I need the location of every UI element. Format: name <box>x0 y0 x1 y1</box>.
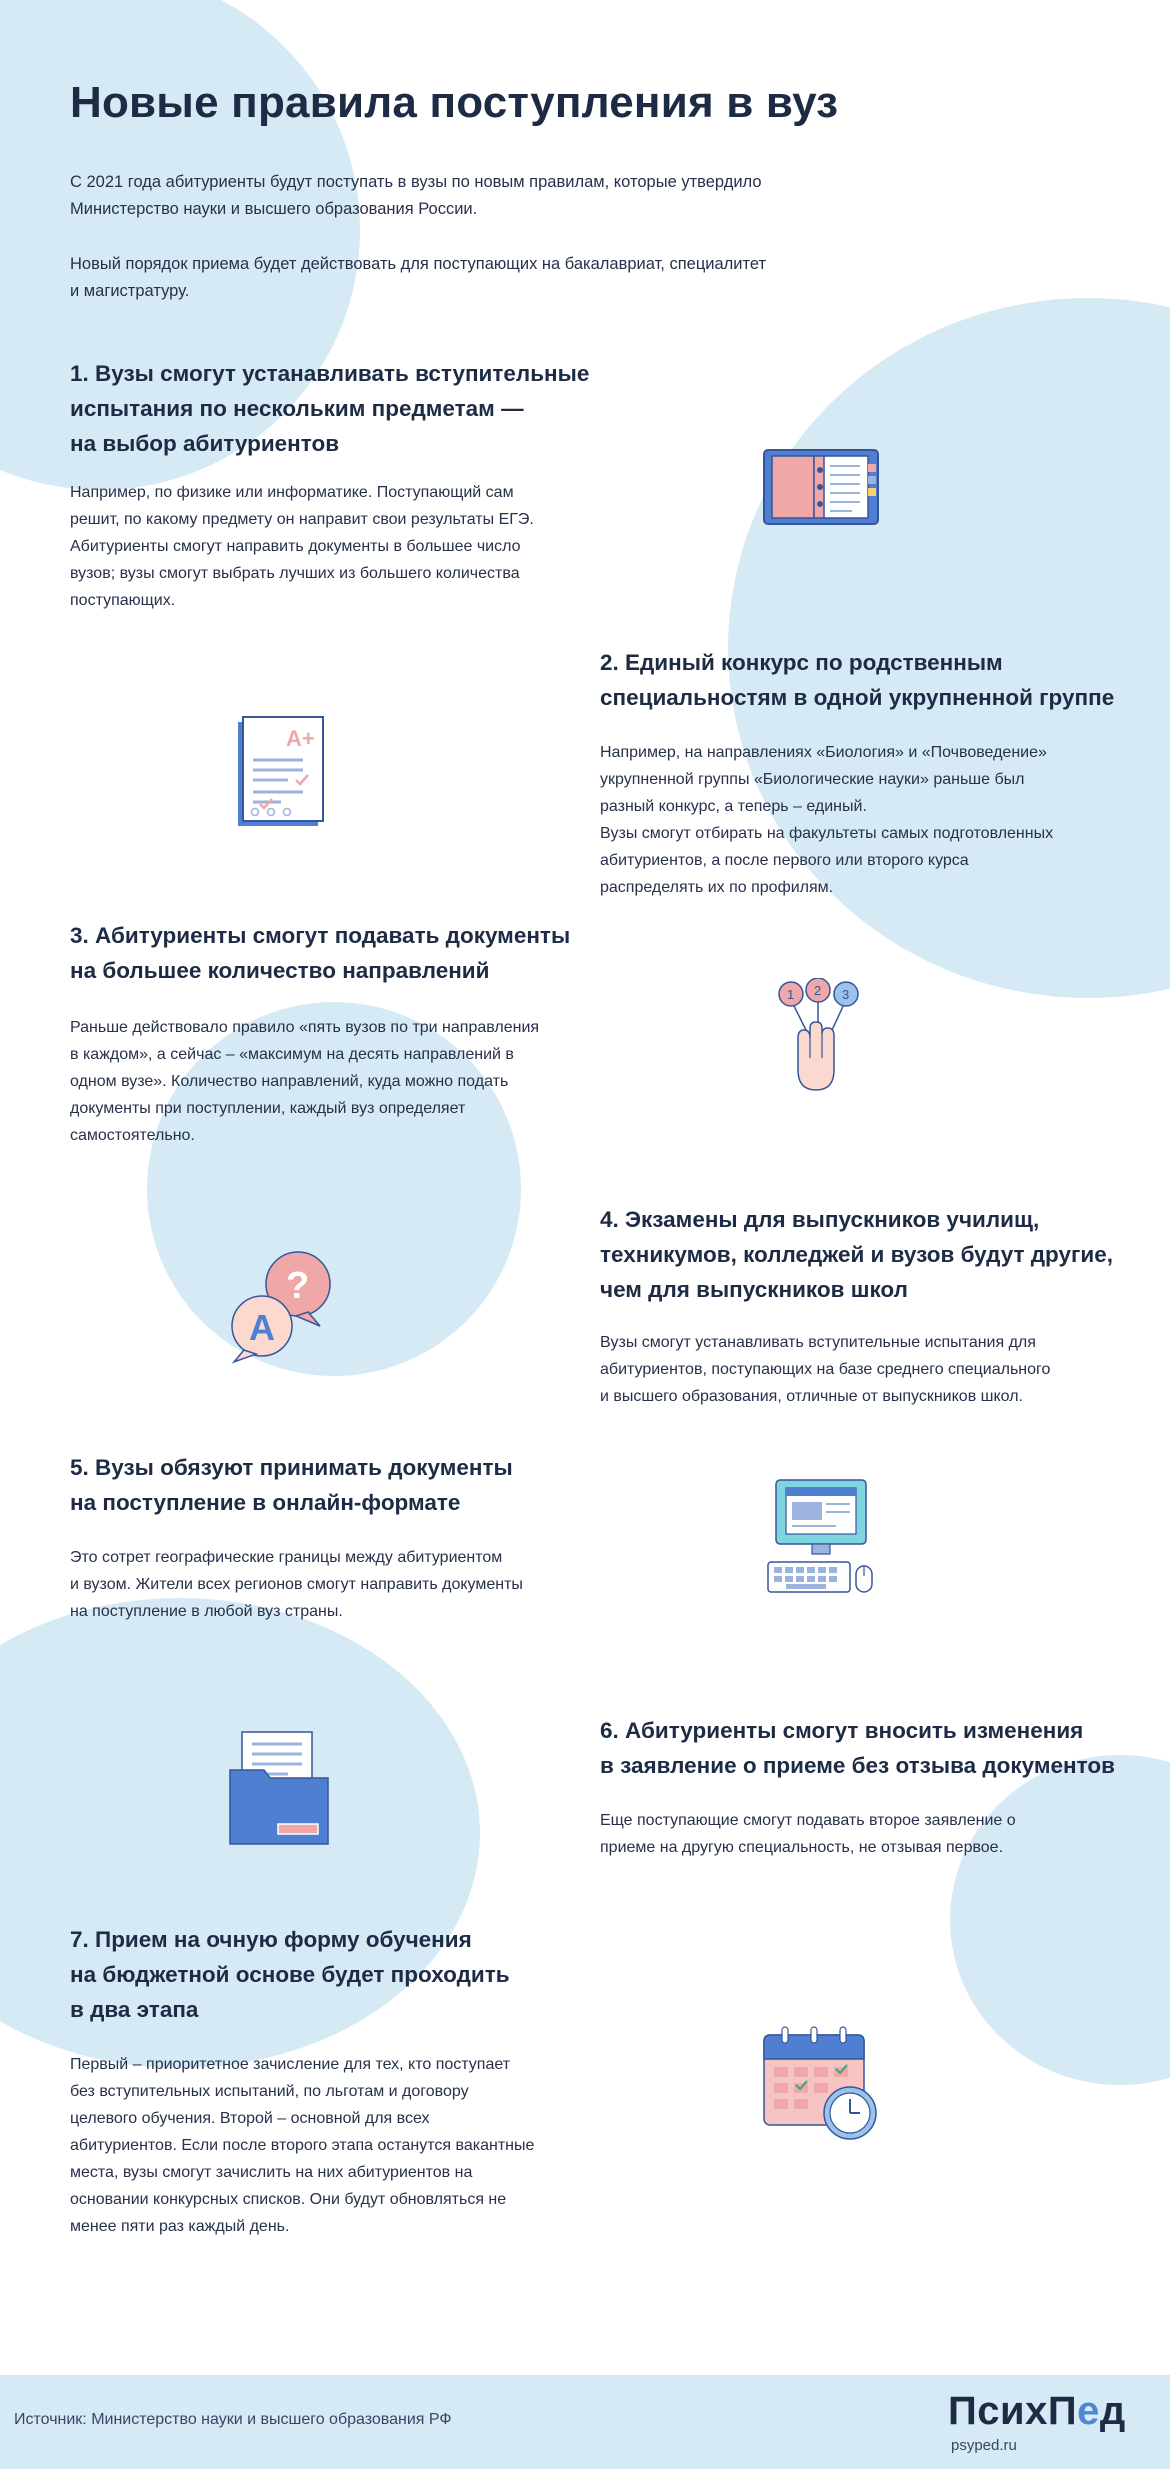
rule-3 <box>70 918 630 1149</box>
question-mark: ? <box>286 1265 310 1307</box>
rule-7-title: 7. Прием на очную форму обучения на бюджетной основе будет проходить в два этапа <box>70 1927 510 2022</box>
calendar-clock-icon <box>762 2025 880 2143</box>
rule-1-title: 1. Вузы смогут устанавливать вступительные испытания по нескольким предметам — на выбор абитуриентов <box>70 361 590 456</box>
rule-4 <box>600 1202 1160 1410</box>
source-note: Источник: Министерство науки и высшего образования РФ <box>14 2411 452 2428</box>
balloon-1-label: 1 <box>787 987 795 1002</box>
rule-4-text: Вузы смогут устанавливать вступительные испытания для абитуриентов, поступающих на базе среднего специального и высшего образования, отличные от выпускников школ. <box>600 1334 1051 1405</box>
rule-2-text: Например, на направлениях «Биология» и «Почвоведение» укрупненной группы «Биологические науки» раньше был разный конкурс, а теперь – единый. Вузы смогут отбирать на факультеты самых подготовленных абитуриентов, а после первого или второго курса распределять их по профилям. <box>600 744 1054 896</box>
planner-icon <box>762 448 880 526</box>
logo-accent: е <box>1077 2389 1100 2433</box>
psyped-logo <box>948 2389 1126 2434</box>
rule-4-title: 4. Экзамены для выпускников училищ, техникумов, колледжей и вузов будут другие, чем для выпускников школ <box>600 1207 1113 1302</box>
balloon-2-label: 2 <box>814 983 822 998</box>
rule-6-text: Еще поступающие смогут подавать второе заявление о приеме на другую специальность, не отзывая первое. <box>600 1812 1016 1856</box>
rule-2 <box>600 645 1140 901</box>
rule-5 <box>70 1450 630 1625</box>
rule-3-title: 3. Абитуриенты смогут подавать документы на большее количество направлений <box>70 923 571 983</box>
rule-5-text: Это сотрет географические границы между абитуриентом и вузом. Жители всех регионов смогут направить документы на поступление в любой вуз страны. <box>70 1549 523 1620</box>
rule-7-text: Первый – приоритетное зачисление для тех, кто поступает без вступительных испытаний, по льготам и договору целевого обучения. Второй – основной для всех абитуриентов. Если после второго этапа останутся вакантные места, вузы смогут зачислить на них абитуриентов на основании конкурсных списков. Они будут обновляться не менее пяти раз каждый день. <box>70 2056 535 2235</box>
logo-main: ПсихП <box>948 2389 1078 2433</box>
folder-icon <box>228 1730 332 1848</box>
intro-paragraph-1 <box>70 169 930 223</box>
balloon-3-label: 3 <box>842 987 850 1002</box>
rule-3-text: Раньше действовало правило «пять вузов по три направления в каждом», а сейчас – «максимум на десять направлений в одном вузе». Количество направлений, куда можно подать документы при поступлении, каждый вуз определяет самостоятельно. <box>70 1019 540 1144</box>
question-answer-icon <box>226 1250 336 1364</box>
page-title: Новые правила поступления в вуз <box>70 78 839 127</box>
three-fingers-icon <box>776 978 862 1094</box>
rule-2-title: 2. Единый конкурс по родственным специальностям в одной укрупненной группе <box>600 650 1115 710</box>
graded-test-icon <box>236 716 326 828</box>
rule-6 <box>600 1713 1160 1861</box>
intro-text-2: Новый порядок приема будет действовать для поступающих на бакалавриат, специалитет и магистратуру. <box>70 255 767 300</box>
header <box>70 78 1070 128</box>
logo-end: д <box>1099 2389 1126 2433</box>
site-link[interactable]: psyped.ru <box>951 2437 1017 2454</box>
grade-text: A+ <box>286 726 315 751</box>
intro-paragraph-2 <box>70 251 930 305</box>
computer-icon <box>766 1478 876 1596</box>
rule-5-title: 5. Вузы обязуют принимать документы на поступление в онлайн-формате <box>70 1455 513 1515</box>
rule-7 <box>70 1922 630 2240</box>
answer-letter: A <box>249 1307 275 1348</box>
intro-text-1: С 2021 года абитуриенты будут поступать в вузы по новым правилам, которые утвердило Министерство науки и высшего образования России. <box>70 173 762 218</box>
rule-1-text: Например, по физике или информатике. Поступающий сам решит, по какому предмету он направит свои результаты ЕГЭ. Абитуриенты смогут направить документы в большее число вузов; вузы смогут выбрать лучших из большего количества поступающих. <box>70 484 534 609</box>
rule-1 <box>70 356 590 614</box>
footer <box>0 2375 1170 2469</box>
rule-6-title: 6. Абитуриенты смогут вносить изменения в заявление о приеме без отзыва документов <box>600 1718 1115 1778</box>
